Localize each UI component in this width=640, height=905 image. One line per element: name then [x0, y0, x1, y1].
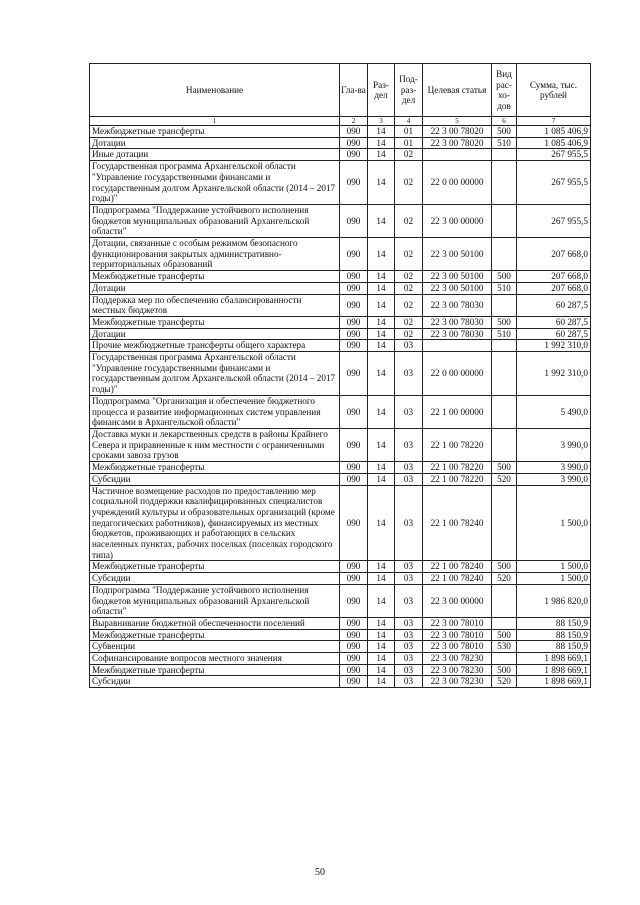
cell-target: 22 1 00 00000 — [423, 395, 492, 428]
cell-name: Дотации — [90, 282, 340, 294]
cell-target: 22 3 00 78020 — [423, 137, 492, 149]
cell-podrazdel: 02 — [395, 328, 423, 340]
cell-vid — [492, 428, 517, 461]
cell-podrazdel: 01 — [395, 137, 423, 149]
cell-target: 22 3 00 78010 — [423, 641, 492, 653]
cell-vid: 510 — [492, 282, 517, 294]
cell-razdel: 14 — [368, 676, 395, 688]
table-row — [90, 271, 591, 283]
cell-sum: 88 150,9 — [517, 641, 591, 653]
cell-glava: 090 — [340, 271, 368, 283]
cell-name: Доставка муки и лекарственных средств в районы Крайнего Севера и приравненные к ним местности с ограниченными сроками завоза грузов — [90, 428, 340, 461]
cell-glava: 090 — [340, 340, 368, 352]
cell-sum: 1 085 406,9 — [517, 126, 591, 138]
cell-glava: 090 — [340, 653, 368, 665]
cell-target: 22 0 00 00000 — [423, 161, 492, 205]
cell-sum: 1 500,0 — [517, 573, 591, 585]
cell-razdel: 14 — [368, 161, 395, 205]
budget-table — [89, 63, 591, 688]
table-row — [90, 328, 591, 340]
cell-vid — [492, 395, 517, 428]
cell-name: Межбюджетные трансферты — [90, 664, 340, 676]
cell-glava: 090 — [340, 282, 368, 294]
cell-razdel: 14 — [368, 238, 395, 271]
table-row — [90, 629, 591, 641]
cell-razdel: 14 — [368, 282, 395, 294]
column-number: 5 — [423, 117, 492, 126]
cell-vid: 500 — [492, 316, 517, 328]
cell-vid — [492, 485, 517, 561]
cell-name: Субсидии — [90, 676, 340, 688]
cell-vid: 510 — [492, 328, 517, 340]
cell-podrazdel: 03 — [395, 653, 423, 665]
cell-target: 22 3 00 50100 — [423, 238, 492, 271]
cell-razdel: 14 — [368, 126, 395, 138]
table-row — [90, 294, 591, 316]
cell-sum: 60 287,5 — [517, 316, 591, 328]
cell-podrazdel: 02 — [395, 161, 423, 205]
cell-vid: 530 — [492, 641, 517, 653]
cell-glava: 090 — [340, 352, 368, 396]
cell-target: 22 3 00 50100 — [423, 282, 492, 294]
cell-target: 22 3 00 78010 — [423, 617, 492, 629]
cell-name: Подпрограмма "Организация и обеспечение бюджетного процесса и развитие информационных систем управления финансами в Архангельской области" — [90, 395, 340, 428]
cell-name: Межбюджетные трансферты — [90, 126, 340, 138]
cell-name: Частичное возмещение расходов по предоставлению мер социальной поддержки квалифицированных специалистов учреждений культуры и образовательных организаций (кроме педагогических работников), финансируемых из местных бюджетов, проживающих и работающих в сельских населенных пунктах, рабочих поселках (поселках городского типа) — [90, 485, 340, 561]
column-number: 7 — [517, 117, 591, 126]
column-number: 3 — [368, 117, 395, 126]
cell-vid: 500 — [492, 664, 517, 676]
cell-target: 22 3 00 78230 — [423, 676, 492, 688]
cell-vid — [492, 294, 517, 316]
cell-target: 22 3 00 78030 — [423, 294, 492, 316]
cell-glava: 090 — [340, 676, 368, 688]
cell-sum: 207 668,0 — [517, 271, 591, 283]
cell-glava: 090 — [340, 629, 368, 641]
cell-target: 22 1 00 78220 — [423, 428, 492, 461]
cell-glava: 090 — [340, 328, 368, 340]
cell-name: Дотации — [90, 137, 340, 149]
cell-vid — [492, 149, 517, 161]
cell-podrazdel: 02 — [395, 316, 423, 328]
header-sum: Сумма, тыс. рублей — [517, 64, 591, 117]
cell-podrazdel: 03 — [395, 584, 423, 617]
cell-name: Межбюджетные трансферты — [90, 462, 340, 474]
cell-vid: 510 — [492, 137, 517, 149]
page-number: 50 — [315, 867, 325, 878]
cell-razdel: 14 — [368, 316, 395, 328]
cell-glava: 090 — [340, 204, 368, 237]
cell-vid: 520 — [492, 573, 517, 585]
cell-sum: 1 992 310,0 — [517, 352, 591, 396]
cell-sum: 267 955,5 — [517, 149, 591, 161]
table-row — [90, 204, 591, 237]
cell-podrazdel: 03 — [395, 641, 423, 653]
cell-vid — [492, 204, 517, 237]
table-row — [90, 561, 591, 573]
cell-razdel: 14 — [368, 328, 395, 340]
cell-name: Государственная программа Архангельской области "Управление государственными финансами и государственным долгом Архангельской области (2014 – 2017 годы)" — [90, 352, 340, 396]
cell-target: 22 1 00 78220 — [423, 473, 492, 485]
header-name: Наименование — [90, 64, 340, 117]
cell-razdel: 14 — [368, 395, 395, 428]
cell-vid: 500 — [492, 271, 517, 283]
cell-vid — [492, 340, 517, 352]
cell-vid: 500 — [492, 462, 517, 474]
table-row — [90, 573, 591, 585]
header-glava: Гла-ва — [340, 64, 368, 117]
cell-podrazdel: 02 — [395, 238, 423, 271]
cell-podrazdel: 03 — [395, 428, 423, 461]
cell-sum: 88 150,9 — [517, 629, 591, 641]
header-vid: Вид рас-хо-дов — [492, 64, 517, 117]
cell-razdel: 14 — [368, 641, 395, 653]
cell-sum: 1 500,0 — [517, 561, 591, 573]
cell-podrazdel: 03 — [395, 664, 423, 676]
cell-podrazdel: 03 — [395, 395, 423, 428]
table-row — [90, 352, 591, 396]
cell-vid: 500 — [492, 561, 517, 573]
cell-razdel: 14 — [368, 271, 395, 283]
cell-sum: 3 990,0 — [517, 462, 591, 474]
cell-podrazdel: 03 — [395, 485, 423, 561]
cell-vid: 500 — [492, 629, 517, 641]
cell-name: Межбюджетные трансферты — [90, 629, 340, 641]
cell-target: 22 3 00 78030 — [423, 328, 492, 340]
cell-glava: 090 — [340, 238, 368, 271]
cell-podrazdel: 03 — [395, 617, 423, 629]
cell-podrazdel: 03 — [395, 473, 423, 485]
cell-sum: 1 898 669,1 — [517, 664, 591, 676]
column-number: 2 — [340, 117, 368, 126]
cell-podrazdel: 03 — [395, 340, 423, 352]
table-row — [90, 137, 591, 149]
cell-name: Выравнивание бюджетной обеспеченности поселений — [90, 617, 340, 629]
cell-sum: 207 668,0 — [517, 238, 591, 271]
cell-vid: 520 — [492, 473, 517, 485]
cell-razdel: 14 — [368, 653, 395, 665]
cell-sum: 60 287,5 — [517, 328, 591, 340]
cell-name: Подпрограмма "Поддержание устойчивого исполнения бюджетов муниципальных образований Архангельской области" — [90, 204, 340, 237]
cell-glava: 090 — [340, 294, 368, 316]
table-row — [90, 584, 591, 617]
cell-name: Поддержка мер по обеспечению сбалансированности местных бюджетов — [90, 294, 340, 316]
cell-podrazdel: 02 — [395, 271, 423, 283]
table-row — [90, 161, 591, 205]
cell-glava: 090 — [340, 149, 368, 161]
cell-name: Межбюджетные трансферты — [90, 271, 340, 283]
column-number: 1 — [90, 117, 340, 126]
header-target: Целевая статья — [423, 64, 492, 117]
cell-sum: 5 490,0 — [517, 395, 591, 428]
cell-target: 22 3 00 78010 — [423, 629, 492, 641]
table-row — [90, 473, 591, 485]
cell-target — [423, 340, 492, 352]
cell-podrazdel: 02 — [395, 204, 423, 237]
table-row — [90, 340, 591, 352]
table-row — [90, 641, 591, 653]
cell-razdel: 14 — [368, 294, 395, 316]
cell-sum: 3 990,0 — [517, 428, 591, 461]
cell-name: Субвенции — [90, 641, 340, 653]
table-row — [90, 238, 591, 271]
cell-razdel: 14 — [368, 664, 395, 676]
cell-target: 22 3 00 78230 — [423, 653, 492, 665]
cell-razdel: 14 — [368, 573, 395, 585]
cell-glava: 090 — [340, 584, 368, 617]
cell-target: 22 1 00 78220 — [423, 462, 492, 474]
cell-glava: 090 — [340, 641, 368, 653]
cell-target: 22 3 00 50100 — [423, 271, 492, 283]
cell-sum: 3 990,0 — [517, 473, 591, 485]
cell-razdel: 14 — [368, 629, 395, 641]
cell-podrazdel: 01 — [395, 126, 423, 138]
cell-sum: 267 955,5 — [517, 204, 591, 237]
cell-sum: 1 992 310,0 — [517, 340, 591, 352]
cell-sum: 1 500,0 — [517, 485, 591, 561]
column-numbers-row — [90, 117, 591, 126]
cell-glava: 090 — [340, 395, 368, 428]
cell-name: Субсидии — [90, 573, 340, 585]
cell-name: Софинансирование вопросов местного значения — [90, 653, 340, 665]
cell-glava: 090 — [340, 617, 368, 629]
cell-sum: 267 955,5 — [517, 161, 591, 205]
cell-vid: 520 — [492, 676, 517, 688]
cell-name: Иные дотации — [90, 149, 340, 161]
cell-razdel: 14 — [368, 485, 395, 561]
cell-razdel: 14 — [368, 340, 395, 352]
table-body — [90, 126, 591, 688]
cell-glava: 090 — [340, 664, 368, 676]
cell-vid — [492, 352, 517, 396]
cell-target: 22 1 00 78240 — [423, 561, 492, 573]
cell-razdel: 14 — [368, 428, 395, 461]
cell-name: Межбюджетные трансферты — [90, 316, 340, 328]
cell-target: 22 3 00 00000 — [423, 204, 492, 237]
cell-target: 22 3 00 78020 — [423, 126, 492, 138]
table-row — [90, 664, 591, 676]
cell-name: Субсидии — [90, 473, 340, 485]
cell-glava: 090 — [340, 573, 368, 585]
cell-target: 22 3 00 00000 — [423, 584, 492, 617]
cell-podrazdel: 03 — [395, 629, 423, 641]
cell-glava: 090 — [340, 462, 368, 474]
cell-glava: 090 — [340, 161, 368, 205]
column-number: 6 — [492, 117, 517, 126]
cell-target — [423, 149, 492, 161]
cell-name: Дотации — [90, 328, 340, 340]
cell-razdel: 14 — [368, 584, 395, 617]
cell-podrazdel: 02 — [395, 294, 423, 316]
header-row — [90, 64, 591, 117]
table-row — [90, 428, 591, 461]
table-row — [90, 462, 591, 474]
cell-vid: 500 — [492, 126, 517, 138]
cell-vid — [492, 617, 517, 629]
cell-name: Прочие межбюджетные трансферты общего характера — [90, 340, 340, 352]
cell-podrazdel: 03 — [395, 462, 423, 474]
cell-podrazdel: 03 — [395, 561, 423, 573]
cell-target: 22 1 00 78240 — [423, 485, 492, 561]
cell-target: 22 1 00 78240 — [423, 573, 492, 585]
cell-sum: 207 668,0 — [517, 282, 591, 294]
cell-razdel: 14 — [368, 561, 395, 573]
cell-vid — [492, 584, 517, 617]
cell-name: Государственная программа Архангельской области "Управление государственными финансами и государственным долгом Архангельской области (2014 – 2017 годы)" — [90, 161, 340, 205]
cell-sum: 1 898 669,1 — [517, 653, 591, 665]
cell-name: Дотации, связанные с особым режимом безопасного функционирования закрытых административно-территориальных образований — [90, 238, 340, 271]
cell-razdel: 14 — [368, 462, 395, 474]
cell-glava: 090 — [340, 428, 368, 461]
table-row — [90, 653, 591, 665]
table-row — [90, 676, 591, 688]
column-number: 4 — [395, 117, 423, 126]
cell-target: 22 3 00 78230 — [423, 664, 492, 676]
cell-razdel: 14 — [368, 204, 395, 237]
cell-razdel: 14 — [368, 473, 395, 485]
cell-name: Подпрограмма "Поддержание устойчивого исполнения бюджетов муниципальных образований Архангельской области" — [90, 584, 340, 617]
cell-target: 22 0 00 00000 — [423, 352, 492, 396]
cell-vid — [492, 238, 517, 271]
cell-podrazdel: 02 — [395, 282, 423, 294]
cell-glava: 090 — [340, 126, 368, 138]
cell-sum: 1 085 406,9 — [517, 137, 591, 149]
cell-razdel: 14 — [368, 137, 395, 149]
header-razdel: Раз-дел — [368, 64, 395, 117]
table-row — [90, 126, 591, 138]
cell-glava: 090 — [340, 473, 368, 485]
cell-target: 22 3 00 78030 — [423, 316, 492, 328]
cell-podrazdel: 03 — [395, 573, 423, 585]
cell-glava: 090 — [340, 485, 368, 561]
table-row — [90, 395, 591, 428]
table-row — [90, 485, 591, 561]
cell-vid — [492, 161, 517, 205]
cell-podrazdel: 02 — [395, 149, 423, 161]
cell-razdel: 14 — [368, 149, 395, 161]
cell-podrazdel: 03 — [395, 352, 423, 396]
cell-glava: 090 — [340, 137, 368, 149]
cell-sum: 60 287,5 — [517, 294, 591, 316]
cell-sum: 1 898 669,1 — [517, 676, 591, 688]
cell-name: Межбюджетные трансферты — [90, 561, 340, 573]
cell-glava: 090 — [340, 561, 368, 573]
cell-razdel: 14 — [368, 352, 395, 396]
table-row — [90, 282, 591, 294]
cell-sum: 88 150,9 — [517, 617, 591, 629]
cell-sum: 1 986 820,0 — [517, 584, 591, 617]
table-row — [90, 316, 591, 328]
cell-podrazdel: 03 — [395, 676, 423, 688]
cell-glava: 090 — [340, 316, 368, 328]
table-row — [90, 149, 591, 161]
table-row — [90, 617, 591, 629]
cell-razdel: 14 — [368, 617, 395, 629]
cell-vid — [492, 653, 517, 665]
header-podrazdel: Под-раз-дел — [395, 64, 423, 117]
